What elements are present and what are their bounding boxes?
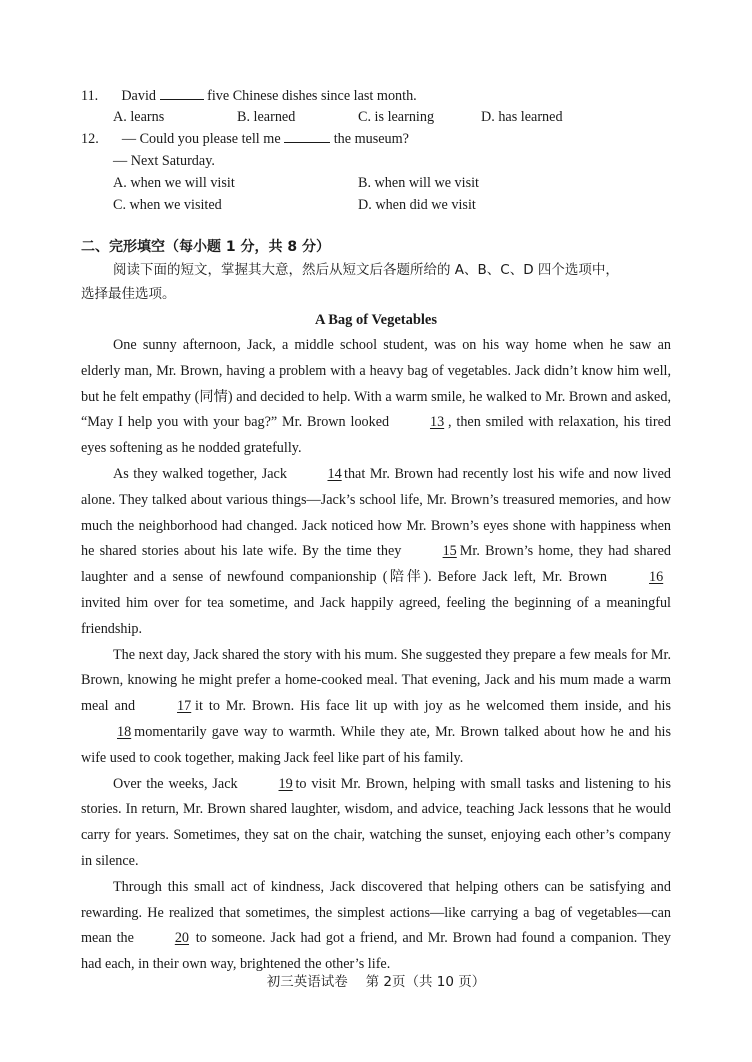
question-stem-end: five Chinese dishes since last month. — [207, 88, 417, 104]
question-number: 12. — [81, 131, 99, 147]
question-11 — [81, 85, 417, 107]
option-c: C. when we visited — [113, 197, 222, 213]
passage-body — [81, 333, 671, 978]
dialogue-reply: — Next Saturday. — [113, 153, 215, 169]
question-stem-start: — Could you please tell me — [121, 131, 281, 147]
section-heading: 二、完形填空（每小题 1 分，共 8 分） — [81, 239, 330, 255]
paragraph: The next day, Jack shared the story with his mum. She suggested they prepare a few meals for Mr. Brown, knowing he might prefer a home-cooked meal. That evening, Jack and his mum made a warm meal and 17 it to Mr. Brown. His face lit up with joy as he welcomed them inside, and his 18 momentarily gave way to warmth. While they ate, Mr. Brown talked about how he and his wife used to cook together, making Jack feel like part of his family. — [81, 646, 671, 766]
blank-20: 20 — [174, 930, 189, 947]
option-a: A. learns — [113, 109, 165, 125]
option-d: D. has learned — [481, 109, 563, 125]
passage-title: A Bag of Vegetables — [314, 312, 438, 328]
option-c: C. is learning — [358, 109, 435, 125]
option-a: A. when we will visit — [113, 175, 235, 191]
paragraph: One sunny afternoon, Jack, a middle school student, was on his way home when he saw an elderly man, Mr. Brown, having a problem with a heavy bag of vegetables. Jack didn’t know him well, but he felt empathy (同情) and decided to help. With a warm smile, he walked to Mr. Brown and asked, “May I help you with your bag?” Mr. Brown looked 13 , then smiled with relaxation, his tired eyes softening as he nodded gratefully. — [81, 337, 671, 457]
blank-18: 18 — [117, 723, 132, 740]
answer-blank — [284, 128, 330, 143]
question-stem-end: the museum? — [333, 131, 409, 147]
section-instruction-cont: 选择最佳选项。 — [81, 286, 176, 302]
blank-13: 13 — [429, 414, 445, 431]
question-12 — [81, 128, 409, 150]
option-b: B. learned — [237, 109, 296, 125]
answer-blank — [160, 85, 204, 100]
option-b: B. when will we visit — [358, 175, 479, 191]
page-footer: 初三英语试卷 第 2页（共 10 页） — [266, 974, 486, 990]
paragraph: Through this small act of kindness, Jack discovered that helping others can be satisfying and rewarding. He realized that sometimes, the simplest actions—like carrying a bag of vegetables—can mean the 20 to someone. Jack had got a friend, and Mr. Brown had found a companion. They had each, in their own way, brightened the other’s life. — [81, 878, 672, 973]
blank-19: 19 — [278, 775, 293, 792]
paragraph: Over the weeks, Jack 19 to visit Mr. Brown, helping with small tasks and listening to his stories. In return, Mr. Brown shared laughter, wisdom, and advice, teaching Jack lessons that he would carry for years. Sometimes, they sat on the chair, watching the sunset, enjoying each other’s company in silence. — [81, 772, 671, 875]
blank-14: 14 — [327, 465, 342, 482]
question-number: 11. — [81, 88, 99, 104]
blank-15: 15 — [442, 543, 457, 560]
paragraph: As they walked together, Jack 14 that Mr. Brown had recently lost his wife and now lived alone. They talked about various things—Jack’s school life, Mr. Brown’s treasured memories, and how much the neighborhood had changed. Jack noticed how Mr. Brown’s eyes shone with happiness when he shared stories about his late wife. By the time they 15 Mr. Brown’s home, they had shared laughter and a sense of newfound companionship (陪伴). Before Jack left, Mr. Brown 16 invited him over for tea sometime, and Jack happily agreed, feeling the beginning of a meaningful friendship. — [81, 462, 671, 643]
blank-16: 16 — [649, 569, 664, 586]
blank-17: 17 — [177, 698, 192, 715]
question-stem-start: David — [121, 88, 156, 104]
section-instruction: 阅读下面的短文，掌握其大意，然后从短文后各题所给的 A、B、C、D 四个选项中， — [113, 262, 619, 278]
option-d: D. when did we visit — [358, 197, 476, 213]
